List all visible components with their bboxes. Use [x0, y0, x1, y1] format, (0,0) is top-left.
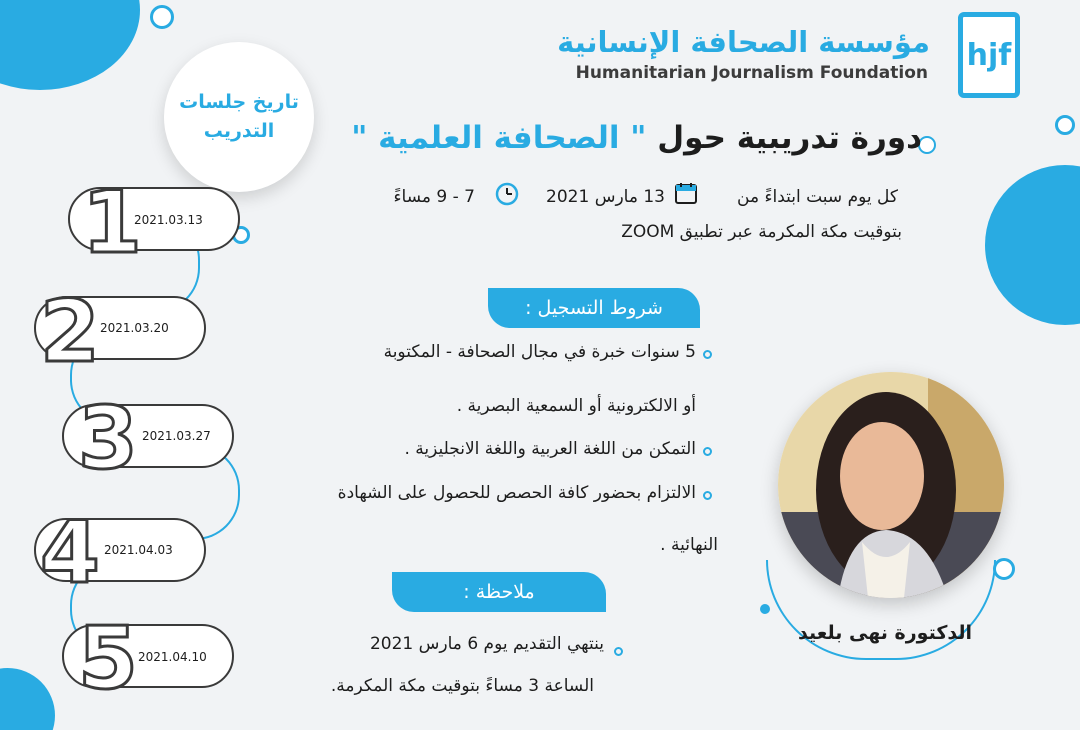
- course-title-highlight: " الصحافة العلمية ": [351, 120, 647, 156]
- org-name-arabic: مؤسسة الصحافة الإنسانية: [557, 25, 930, 59]
- org-name-english: Humanitarian Journalism Foundation: [575, 63, 928, 83]
- speaker-name: الدكتورة نهى بلعيد: [798, 622, 972, 644]
- note-heading: ملاحظة :: [392, 572, 606, 612]
- requirement-3-cont: النهائية .: [660, 535, 718, 555]
- requirement-2: التمكن من اللغة العربية واللغة الانجليزية .: [404, 439, 696, 459]
- top-left-ring: [150, 5, 174, 29]
- training-dates-title-2: التدريب: [203, 120, 275, 142]
- speaker-dot: [760, 604, 770, 614]
- speaker-arc: [766, 560, 996, 660]
- requirement-1: 5 سنوات خبرة في مجال الصحافة - المكتوبة: [383, 342, 696, 362]
- session-date-5: 2021.04.10: [138, 650, 207, 664]
- bullet-dot-1: [703, 350, 712, 359]
- bullet-dot-2: [703, 447, 712, 456]
- top-right-ring: [1055, 115, 1075, 135]
- right-blob: [985, 165, 1080, 325]
- bullet-dot-3: [703, 491, 712, 500]
- note-bullet-dot: [614, 647, 623, 656]
- session-number-5: 5: [78, 609, 138, 709]
- hjf-logo: hjf: [958, 12, 1020, 98]
- clock-icon: [494, 181, 520, 211]
- session-number-1: 1: [82, 173, 142, 273]
- training-dates-bubble: [164, 42, 314, 192]
- requirement-1-cont: أو الالكترونية أو السمعية البصرية .: [456, 396, 696, 416]
- timezone-text: بتوقيت مكة المكرمة عبر تطبيق ZOOM: [621, 222, 902, 242]
- training-dates-title-1: تاريخ جلسات: [179, 90, 299, 113]
- session-date-1: 2021.03.13: [134, 213, 203, 227]
- session-number-4: 4: [40, 503, 100, 603]
- session-date-2: 2021.03.20: [100, 321, 169, 335]
- session-date-3: 2021.03.27: [142, 429, 211, 443]
- right-small-ring: [993, 558, 1015, 580]
- note-line-2: الساعة 3 مساءً بتوقيت مكة المكرمة.: [330, 676, 594, 696]
- requirements-heading: شروط التسجيل :: [488, 288, 700, 328]
- requirement-3: الالتزام بحضور كافة الحصص للحصول على الشهادة: [337, 483, 696, 503]
- session-number-2: 2: [40, 282, 100, 382]
- top-left-blob: [0, 0, 140, 90]
- session-number-3: 3: [78, 389, 138, 489]
- schedule-text: كل يوم سبت ابتداءً من: [737, 187, 898, 207]
- session-time: 7 - 9 مساءً: [393, 187, 475, 207]
- start-date: 13 مارس 2021: [546, 187, 665, 207]
- course-title-prefix: دورة تدريبية حول: [657, 120, 922, 156]
- calendar-icon: [674, 181, 698, 209]
- note-line-1: ينتهي التقديم يوم 6 مارس 2021: [369, 634, 604, 654]
- session-date-4: 2021.04.03: [104, 543, 173, 557]
- course-title: [351, 120, 922, 156]
- bottom-left-blob: [0, 668, 55, 730]
